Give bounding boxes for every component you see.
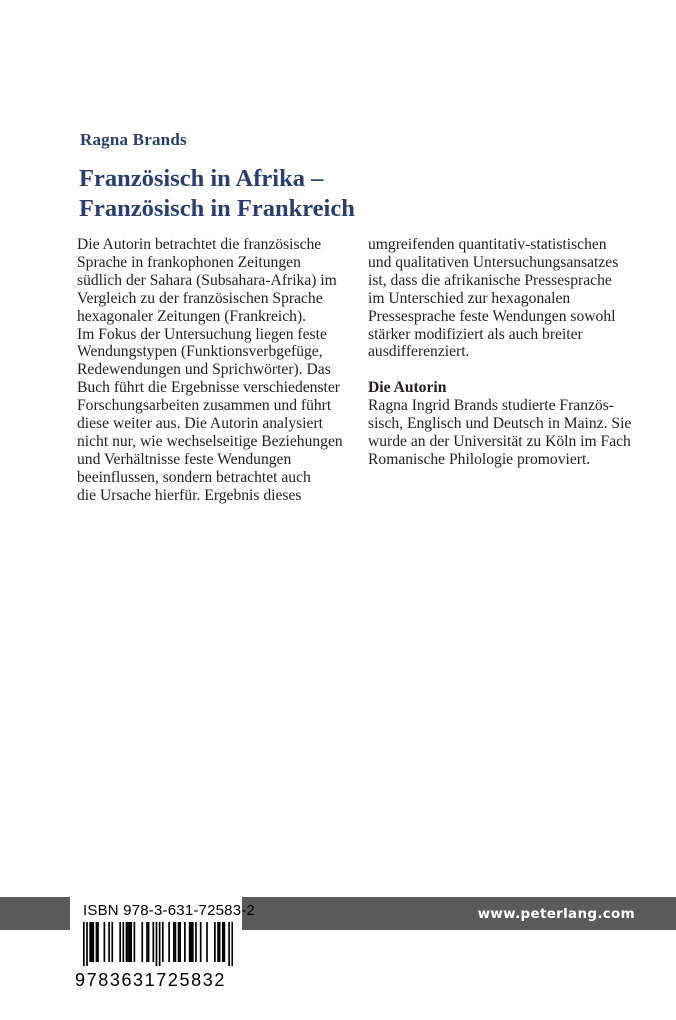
description-line: beeinflussen, sondern betrachtet auch: [77, 468, 311, 486]
description-line: hexagonaler Zeitungen (Frankreich).: [77, 307, 307, 325]
description-line: Die Autorin betrachtet die französische: [77, 236, 322, 253]
description-line: umgreifenden quantitativ-statistischen: [368, 236, 607, 253]
description-continued: [368, 236, 640, 361]
description-line: und qualitativen Untersuchungsansatzes: [368, 253, 619, 271]
barcode-bar: [178, 922, 180, 962]
barcode-bar: [129, 922, 131, 962]
description-line: Buch führt die Ergebnisse verschiedenster: [77, 379, 340, 397]
bio-line: Ragna Ingrid Brands studierte Französ-: [368, 397, 614, 415]
barcode-bar: [86, 922, 88, 966]
isbn-label: ISBN 978-3-631-72583-2: [83, 902, 256, 919]
barcode-bar: [141, 922, 143, 962]
barcode-bar: [130, 922, 132, 962]
description-line: Im Fokus der Untersuchung liegen feste: [77, 325, 327, 343]
barcode-bar: [206, 922, 208, 962]
barcode-bar: [119, 922, 121, 962]
barcode-bar: [224, 922, 226, 962]
barcode-bar: [179, 922, 181, 962]
barcode-bar: [108, 922, 110, 962]
barcode-bar: [152, 922, 154, 962]
barcode-bar: [159, 922, 161, 966]
barcode-bar: [214, 922, 216, 962]
bio-heading: Die Autorin: [368, 379, 447, 397]
description-line: stärker modifiziert als auch breiter: [368, 325, 583, 343]
barcode-bar: [111, 922, 113, 962]
barcode-bar: [219, 922, 221, 962]
description-line: Wendungstypen (Funktionsverbgefüge,: [77, 343, 323, 361]
barcode-bar: [217, 922, 219, 962]
bio-line: sisch, Englisch und Deutsch in Mainz. Sie: [368, 415, 632, 433]
barcode-bar: [189, 922, 191, 962]
description-right-column: [368, 236, 640, 469]
bio-line: Romanische Philologie promoviert.: [368, 450, 591, 468]
description-line: diese weiter aus. Die Autorin analysiert: [77, 415, 323, 433]
description-line: Sprache in frankophonen Zeitungen: [77, 253, 301, 271]
barcode-bar: [222, 922, 224, 962]
barcode-bar: [192, 922, 194, 962]
barcode-bar: [148, 922, 150, 962]
description-line: Vergleich zu der französischen Sprache: [77, 289, 323, 307]
description-left-column: [77, 236, 349, 505]
bio-text: [368, 397, 640, 469]
author-name: Ragna Brands: [80, 130, 187, 149]
title-line-2: Französisch in Frankreich: [79, 195, 355, 222]
barcode-bar: [173, 922, 175, 962]
barcode-bar: [89, 922, 91, 962]
description-line: im Unterschied zur hexagonalen: [368, 289, 571, 307]
barcode-bar: [83, 922, 85, 966]
title-line-1: Französisch in Afrika –: [79, 165, 324, 192]
description-line: Forschungsarbeiten zusammen und führt: [77, 397, 332, 415]
description-line: Pressesprache feste Wendungen sowohl: [368, 307, 616, 325]
description-line: nicht nur, wie wechselseitige Beziehungen: [77, 432, 343, 450]
description-line: und Verhältnisse feste Wendungen: [77, 450, 292, 468]
barcode-bar: [175, 922, 177, 962]
barcode-bar: [146, 922, 148, 962]
barcode-bar: [231, 922, 233, 966]
publisher-url[interactable]: www.peterlang.com: [477, 906, 635, 922]
book-title: [79, 164, 639, 224]
barcode-bar: [184, 922, 186, 962]
barcode-icon: [83, 922, 233, 966]
barcode-bar: [126, 922, 128, 962]
barcode-bar: [122, 922, 124, 962]
barcode-bar: [228, 922, 230, 966]
barcode-bar: [168, 922, 170, 962]
barcode-bar: [190, 922, 192, 962]
barcode-bar: [127, 922, 129, 962]
description-line: Redewendungen und Sprichwörter). Das: [77, 361, 331, 379]
barcode-bar: [92, 922, 94, 962]
barcode-bar: [195, 922, 197, 962]
barcode-bar: [96, 922, 98, 962]
description-line: südlich der Sahara (Subsahara-Afrika) im: [77, 271, 337, 289]
description-line: die Ursache hierfür. Ergebnis dieses: [77, 486, 302, 504]
ean-digits: 9783631725832: [75, 970, 226, 990]
description-line: ausdifferenziert.: [368, 343, 470, 361]
barcode-bar: [134, 922, 136, 962]
barcode-bar: [200, 922, 202, 962]
barcode-bar: [97, 922, 99, 962]
barcode-bar: [104, 922, 106, 962]
barcode-bar: [162, 922, 164, 962]
barcode-bar: [156, 922, 158, 966]
bio-line: wurde an der Universität zu Köln im Fach: [368, 433, 631, 451]
barcode-bar: [91, 922, 93, 962]
description-line: ist, dass die afrikanische Pressesprache: [368, 271, 612, 289]
